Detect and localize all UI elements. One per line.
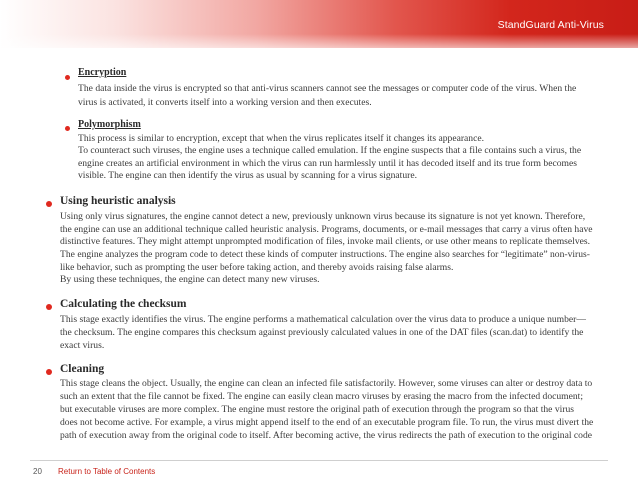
text-line: like behavior, such as prompting the user before taking action, and thereby avoids raising false alarms. [60, 262, 454, 273]
text-line: This stage cleans the object. Usually, the engine can clean an infected file satisfactorily. However, some viruses can alter or destroy data to [60, 378, 593, 389]
text-line: but executable viruses are more complex. The engine must restore the original path of execution through the program so that the virus [60, 404, 575, 415]
text-line: To counteract such viruses, the engine uses a technique called emulation. If the engine suspects that a file contains such a virus, the [78, 145, 582, 156]
text-line: exact virus. [60, 340, 105, 351]
text-line: such an extent that the file cannot be fixed. The engine can easily clean macro viruses by erasing the macro from the infected document; [60, 391, 584, 402]
header-fade [0, 34, 638, 54]
bullet-icon [46, 201, 52, 207]
text-line: engine creates an artificial environment in which the virus can run harmlessly until it has decoded itself and its true form becomes [78, 158, 577, 169]
text-line: distinctive features. They might attempt unprompted modification of files, invoke mail clients, or use other means to replicate themselves. [60, 236, 591, 247]
text-line: By using these techniques, the engine can detect many new viruses. [60, 274, 320, 285]
text-line: does not become active. For example, a virus might append itself to the end of an executable program file. To run, the virus must divert the [60, 417, 594, 428]
text-line: visible. The engine can then identify the virus as usual by scanning for a virus signature. [78, 170, 417, 181]
text-line: The data inside the virus is encrypted so that anti-virus scanners cannot see the messages or computer code of the virus. When the [78, 83, 577, 94]
bullet-icon [65, 126, 70, 131]
heading-checksum: Calculating the checksum [60, 298, 187, 310]
text-line: the engine can use an additional technique called heuristic analysis. Programs, documents, or e-mail messages that carry a virus often have [60, 224, 593, 235]
text-line: This process is similar to encryption, except that when the virus replicates itself it changes its appearance. [78, 133, 485, 144]
bullet-icon [46, 369, 52, 375]
footer-divider [30, 460, 608, 461]
text-line: the checksum. The engine compares this checksum against previously calculated values in one of the DAT files (scan.dat) to identify the [60, 327, 584, 338]
page-number: 20 [33, 467, 42, 476]
text-line: This stage exactly identifies the virus. The engine performs a mathematical calculation over the virus data to produce a unique number— [60, 314, 586, 325]
heading-encryption: Encryption [78, 67, 127, 78]
return-to-toc-link[interactable]: Return to Table of Contents [58, 467, 156, 476]
text-line: path of execution away from the original code to itself. After becoming active, the virus redirects the path of execution to the original code [60, 430, 593, 441]
heading-cleaning: Cleaning [60, 363, 105, 375]
bullet-icon [46, 304, 52, 310]
text-line: virus is activated, it converts itself into a working version and then executes. [78, 97, 372, 108]
heading-polymorphism: Polymorphism [78, 119, 141, 130]
heading-heuristic-analysis: Using heuristic analysis [60, 195, 176, 207]
text-line: Using only virus signatures, the engine cannot detect a new, previously unknown virus because its signature is not yet known. Therefore, [60, 211, 586, 222]
bullet-icon [65, 75, 70, 80]
text-line: The engine analyzes the program code to detect these kinds of computer instructions. The engine also searches for “legitimate” non-virus- [60, 249, 590, 260]
document-title: StandGuard Anti-Virus [497, 19, 604, 31]
